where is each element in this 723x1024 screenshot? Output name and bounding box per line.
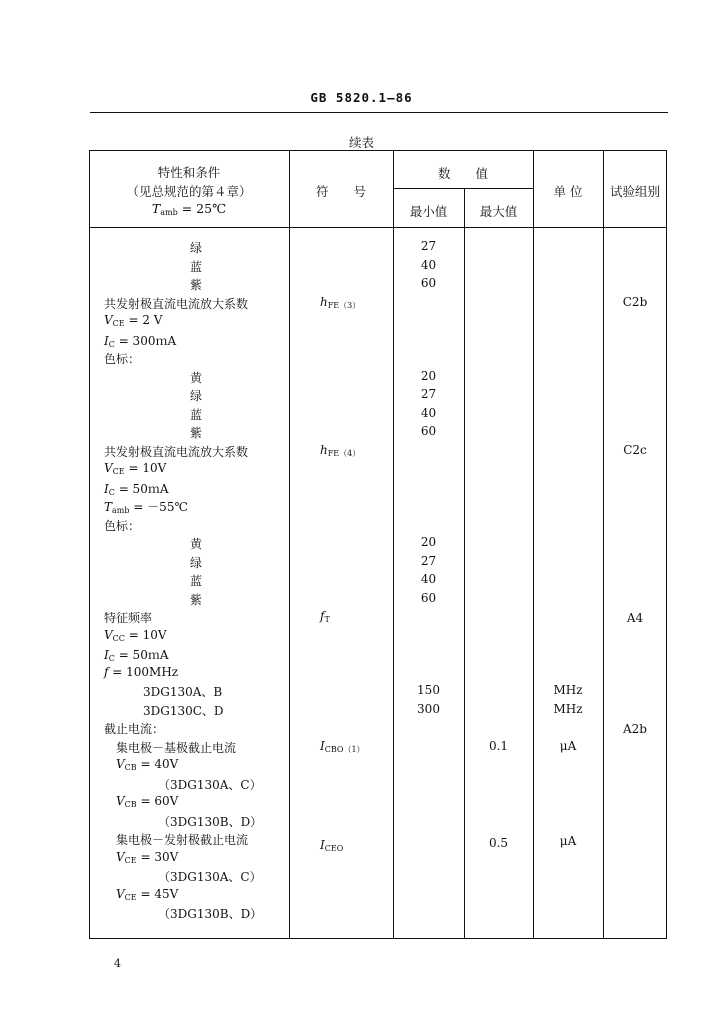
model-3dg130ab: 3DG130A、B [143,685,223,699]
symbol-icbo: $I_{CBO(1)}$ [320,739,365,754]
header-value: 数 值 [437,166,488,181]
condition-tamb: $T_{amb}$ = －55℃ [104,500,188,515]
header-symbol: 符 号 [315,184,366,199]
characteristic-hfe4: 共发射极直流电流放大系数 [104,445,249,459]
symbol-hfe4: $h_{FE(4)}$ [320,443,361,458]
characteristic-iceo: 集电极－发射极截止电流 [116,833,249,847]
header-condition-line2: （见总规范的第４章） [126,184,252,199]
col-divider [533,150,534,939]
test-group: A2b [623,722,647,736]
header-min: 最小值 [409,204,448,219]
characteristic-cutoff-current: 截止电流： [104,722,165,736]
color-code-purple: 紫 [190,426,203,440]
condition-ic: $I_C$ = 50ｍA [104,648,169,663]
max-value: 0.1 [488,739,509,753]
color-code-blue: 蓝 [190,574,203,588]
table-caption: 续表 [348,135,374,150]
min-value: 20 [420,535,437,549]
header-unit: 单 位 [553,184,583,199]
header-rule [90,112,668,113]
test-group: A4 [626,611,644,625]
condition-vcb: $V_{CB} = 40V$ [116,757,179,772]
model-note-ac: （3DG130A、C） [158,778,262,792]
symbol-iceo: $I_{CEO}$ [320,838,344,853]
color-code-label: 色标： [104,352,141,366]
condition-vcc: $V_{CC} = 10V$ [104,628,167,643]
col-divider [603,150,604,939]
min-value: 40 [420,406,437,420]
min-value: 27 [420,239,437,253]
min-value: 27 [420,554,437,568]
characteristic-icbo: 集电极－基极截止电流 [116,741,237,755]
unit-value: MHz [553,702,583,716]
max-value: 0.5 [488,836,509,850]
min-value: 60 [420,424,437,438]
standard-number: GB 5820.1—86 [310,90,413,105]
test-group: C2c [623,443,647,457]
model-3dg130cd: 3DG130C、D [143,704,224,718]
condition-vce: $V_{CE} = 2$ V [104,313,163,328]
unit-value: μA [559,834,577,848]
condition-vce: $V_{CE} = 10V$ [104,461,167,476]
color-code-green: 绿 [190,389,203,403]
test-group: C2b [622,295,648,309]
min-value: 27 [420,387,437,401]
min-value: 300 [417,702,440,716]
header-condition-line1: 特性和条件 [157,165,221,180]
color-code-green: 绿 [190,241,203,255]
condition-f: f = 100MHz [104,665,179,679]
characteristic-hfe3: 共发射极直流电流放大系数 [104,297,249,311]
min-value: 60 [420,276,437,290]
header-sub-rule [393,188,533,189]
min-value: 150 [417,683,440,697]
header-test-group: 试验组别 [609,184,660,199]
min-value: 20 [420,369,437,383]
model-note-bd: （3DG130B、D） [158,907,263,921]
characteristic-ft: 特征频率 [104,611,153,625]
color-code-blue: 蓝 [190,260,203,274]
min-value: 40 [420,572,437,586]
condition-vcb: $V_{CB} = 60V$ [116,794,179,809]
header-bottom-rule [89,227,667,228]
color-code-yellow: 黄 [190,371,203,385]
header-max: 最大值 [479,204,518,219]
model-note-bd: （3DG130B、D） [158,815,263,829]
col-divider [464,188,465,939]
condition-ic: $I_C$ = 300ｍA [104,334,177,349]
min-value: 40 [420,258,437,272]
color-code-blue: 蓝 [190,408,203,422]
min-value: 60 [420,591,437,605]
page-number: 4 [114,957,121,970]
color-code-purple: 紫 [190,593,203,607]
condition-ic: $I_C$ = 50ｍA [104,482,169,497]
color-code-purple: 紫 [190,278,203,292]
color-code-yellow: 黄 [190,537,203,551]
unit-value: μA [559,739,577,753]
condition-vce: $V_{CE} = 30V$ [116,850,179,865]
condition-vce: $V_{CE} = 45V$ [116,887,179,902]
col-divider [289,150,290,939]
color-code-label: 色标： [104,519,141,533]
symbol-hfe3: $h_{FE(3)}$ [320,295,361,310]
header-condition-line3: $T_{amb}$ = 25℃ [151,201,227,217]
color-code-green: 绿 [190,556,203,570]
model-note-ac: （3DG130A、C） [158,870,262,884]
symbol-ft: $f_T$ [320,609,330,624]
unit-value: MHz [553,683,583,697]
